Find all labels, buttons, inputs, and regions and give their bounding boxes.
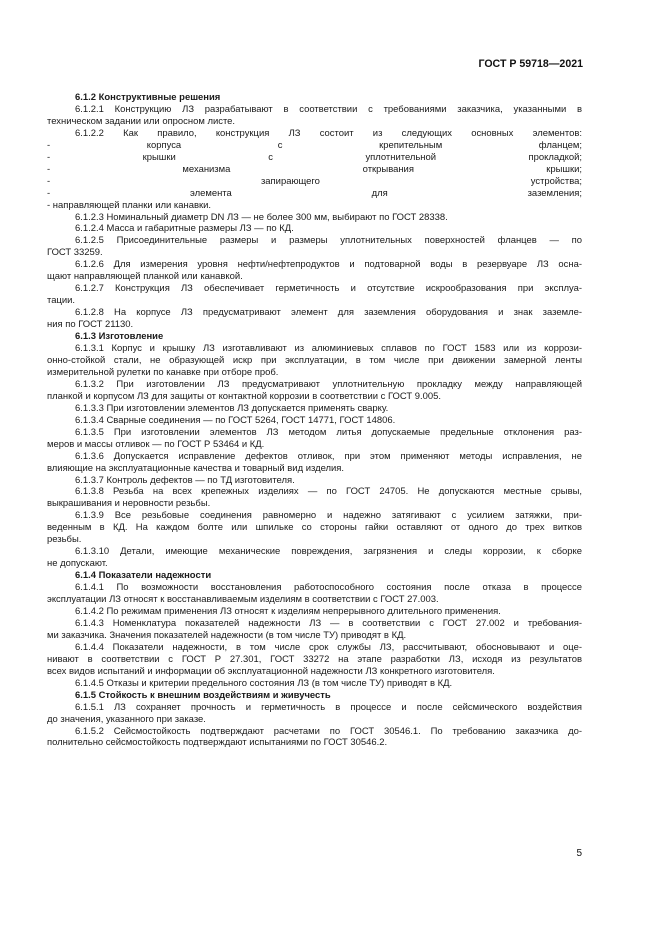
text-line: 6.1.2.7 Конструкция ЛЗ обеспечивает герметичность и отсутствие искрообразования при эксплуа- bbox=[75, 283, 582, 295]
text-line: ми заказчика. Значения показателей надежности (в том числе ТУ) приводят в КД. bbox=[47, 629, 407, 641]
text-line: - крышки с уплотнительной прокладкой; bbox=[47, 151, 582, 163]
text-line: щают направляющей планкой или канавкой. bbox=[47, 271, 243, 283]
text-line: 6.1.3.1 Корпус и крышку ЛЗ изготавливают из алюминиевых сплавов по ГОСТ 1583 или из коррози- bbox=[75, 343, 582, 355]
text-line: 6.1.3.4 Сварные соединения — по ГОСТ 5264, ГОСТ 14771, ГОСТ 14806. bbox=[75, 414, 396, 426]
text-line: ГОСТ 33259. bbox=[47, 247, 103, 259]
text-line: 6.1.3.6 Допускается исправление дефектов отливок, при этом применяют методы исправления, не bbox=[75, 450, 582, 462]
text-line: 6.1.4.5 Отказы и критерии предельного состояния ЛЗ (в том числе ТУ) приводят в КД. bbox=[75, 677, 453, 689]
text-line: 6.1.3.5 При изготовлении элементов ЛЗ методом литья допускаемые предельные отклонения раз- bbox=[75, 426, 582, 438]
text-line: измерительной рулетки по канавке при отборе проб. bbox=[47, 366, 279, 378]
text-line: 6.1.2.3 Номинальный диаметр DN ЛЗ — не более 300 мм, выбирают по ГОСТ 28338. bbox=[75, 211, 448, 223]
text-line: не допускают. bbox=[47, 558, 108, 570]
section-heading-line: 6.1.2 Конструктивные решения bbox=[75, 92, 221, 103]
text-line: 6.1.5.2 Сейсмостойкость подтверждают расчетами по ГОСТ 30546.1. По требованию заказчика до- bbox=[75, 725, 582, 737]
text-line: всех видов испытаний и информации об эксплуатационной надежности ЛЗ конкретного изготовителя. bbox=[47, 665, 495, 677]
text-line: до значения, указанного при заказе. bbox=[47, 713, 206, 725]
section-heading-line: 6.1.4 Показатели надежности bbox=[75, 570, 212, 582]
text-line: 6.1.4.3 Номенклатура показателей надежности ЛЗ — в соответствии с ГОСТ 27.002 и требования- bbox=[75, 617, 582, 629]
document-body bbox=[47, 92, 582, 749]
text-line: влияющие на эксплуатационные качества и товарный вид изделия. bbox=[47, 462, 345, 474]
text-line: техническом задании или опросном листе. bbox=[47, 115, 236, 127]
text-line: - механизма открывания крышки; bbox=[47, 163, 582, 175]
text-line: выкрашивания и неровности резьбы. bbox=[47, 498, 211, 510]
text-line: - элемента для заземления; bbox=[47, 187, 582, 199]
text-line: 6.1.3.10 Детали, имеющие механические повреждения, загрязнения и следы коррозии, к сборке bbox=[75, 546, 582, 558]
standard-identifier: ГОСТ Р 59718—2021 bbox=[478, 58, 583, 70]
text-line: эксплуатации ЛЗ относят к восстанавливаемым изделиям в соответствии с ГОСТ 27.003. bbox=[47, 594, 439, 606]
section-heading-line: 6.1.5 Стойкость к внешним воздействиям и живучесть bbox=[75, 689, 331, 701]
text-line: 6.1.2.4 Масса и габаритные размеры ЛЗ — по КД. bbox=[75, 223, 294, 235]
text-line: 6.1.3.7 Контроль дефектов — по ТД изготовителя. bbox=[75, 474, 295, 486]
text-line: тации. bbox=[47, 295, 76, 307]
text-line: 6.1.2.6 Для измерения уровня нефти/нефтепродуктов и подтоварной воды в резервуаре ЛЗ осна- bbox=[75, 259, 582, 271]
text-line: 6.1.2.2 Как правило, конструкция ЛЗ состоит из следующих основных элементов: bbox=[75, 127, 582, 139]
text-line: 6.1.5.1 ЛЗ сохраняет прочность и герметичность в процессе и после сейсмического воздействия bbox=[75, 701, 582, 713]
text-line: онно-стойкой стали, не образующей искр при эксплуатации, в том числе при движении замерной ленты bbox=[47, 354, 582, 366]
page-number: 5 bbox=[576, 848, 582, 859]
text-line: полнительно сейсмостойкость подтверждают испытаниями по ГОСТ 30546.2. bbox=[47, 737, 388, 749]
text-line: 6.1.2.1 Конструкцию ЛЗ разрабатывают в соответствии с требованиями заказчика, указанными в bbox=[75, 103, 582, 115]
section-heading-line: 6.1.3 Изготовление bbox=[75, 331, 164, 343]
text-line: ния по ГОСТ 21130. bbox=[47, 319, 134, 331]
text-line: меров и массы отливок — по ГОСТ Р 53464 и КД. bbox=[47, 438, 265, 450]
text-line: - направляющей планки или канавки. bbox=[47, 199, 211, 211]
text-line: резьбы. bbox=[47, 534, 82, 546]
text-line: 6.1.3.8 Резьба на всех крепежных изделиях — по ГОСТ 24705. Не допускаются местные срывы, bbox=[75, 486, 582, 498]
text-line: веденным в КД. На каждом болте или шпильке со стороны гайки оставляют от одного до трех витков bbox=[47, 522, 582, 534]
text-line: - корпуса с крепительным фланцем; bbox=[47, 139, 582, 151]
text-line: 6.1.4.4 Показатели надежности, в том числе срок службы ЛЗ, рассчитывают, обосновывают и оце- bbox=[75, 641, 582, 653]
text-line: 6.1.2.5 Присоединительные размеры и размеры уплотнительных поверхностей фланцев — по bbox=[75, 235, 582, 247]
text-line: - запирающего устройства; bbox=[47, 175, 582, 187]
text-line: 6.1.4.2 По режимам применения ЛЗ относят к изделиям непрерывного длительного применения. bbox=[75, 605, 501, 617]
text-line: планкой и корпусом ЛЗ для защиты от контактной коррозии в соответствии с ГОСТ 9.005. bbox=[47, 390, 442, 402]
text-line: 6.1.3.3 При изготовлении элементов ЛЗ допускается применять сварку. bbox=[75, 402, 389, 414]
text-line: 6.1.3.9 Все резьбовые соединения равномерно и надежно затягивают с усилием затяжки, при- bbox=[75, 510, 582, 522]
text-line: 6.1.3.2 При изготовлении ЛЗ предусматривают уплотнительную прокладку между направляющей bbox=[75, 378, 582, 390]
text-line: 6.1.2.8 На корпусе ЛЗ предусматривают элемент для заземления оборудования и знак заземле- bbox=[75, 307, 582, 319]
text-line: 6.1.4.1 По возможности восстановления работоспособного состояния после отказа в процессе bbox=[75, 582, 582, 594]
text-line: нивают в соответствии с ГОСТ Р 27.301, ГОСТ 33272 на этапе разработки ЛЗ, исходя из результатов bbox=[47, 653, 582, 665]
